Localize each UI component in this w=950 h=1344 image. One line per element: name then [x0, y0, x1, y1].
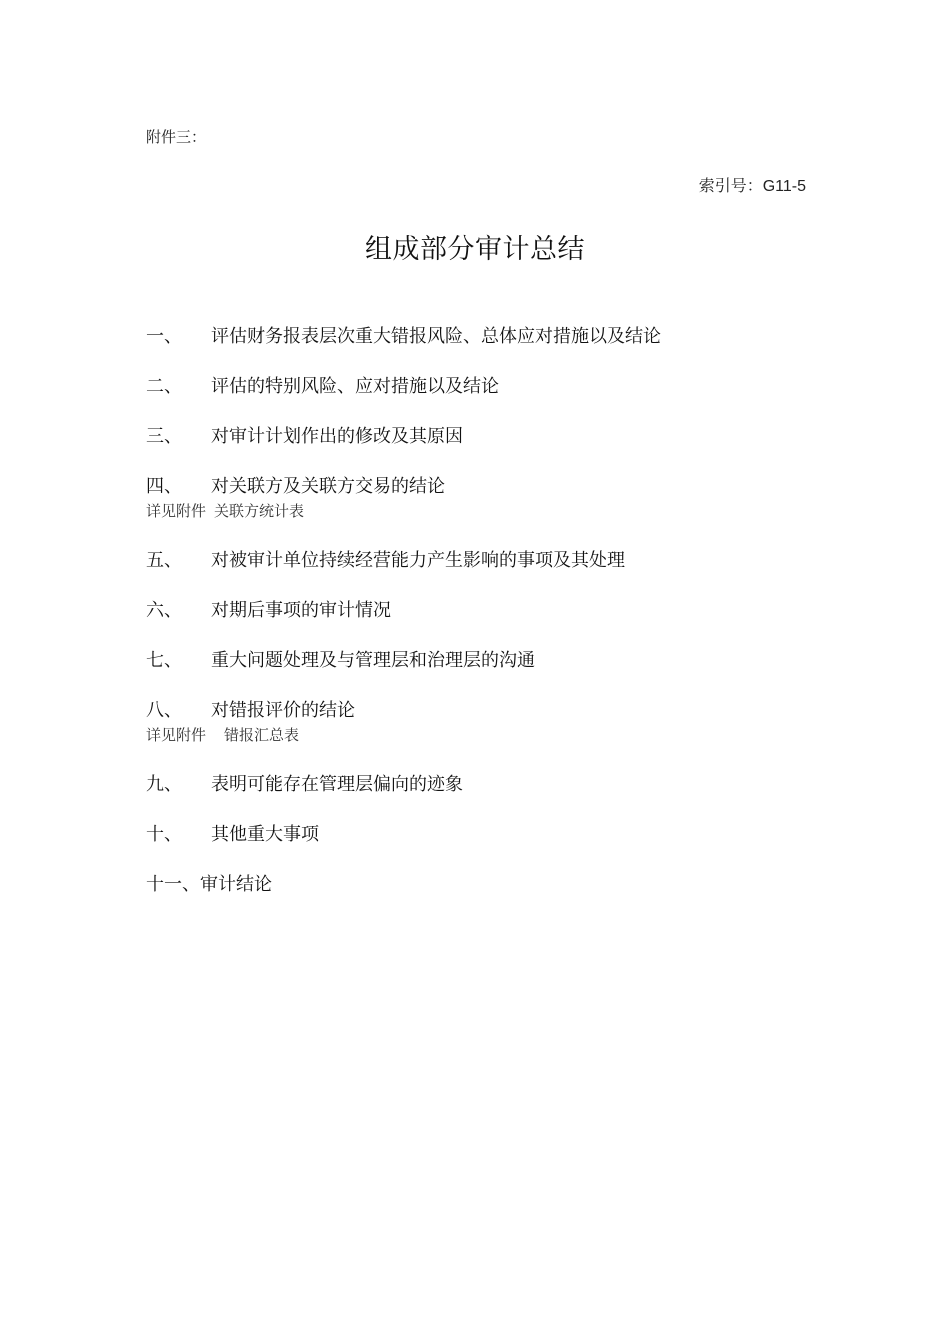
- section-heading: 评估财务报表层次重大错报风险、总体应对措施以及结论: [211, 326, 661, 347]
- section-number: 七、: [146, 650, 182, 671]
- attachment-label: 附件三：: [146, 128, 207, 146]
- section-2: [146, 375, 499, 399]
- page-title: 组成部分审计总结: [365, 234, 585, 265]
- section-heading: 对关联方及关联方交易的结论: [211, 476, 445, 497]
- section-4: [146, 475, 445, 499]
- section-number: 九、: [146, 774, 182, 795]
- note-target: 关联方统计表: [214, 502, 305, 520]
- section-heading: 对错报评价的结论: [211, 700, 355, 721]
- section-5: [146, 549, 625, 573]
- section-heading: 表明可能存在管理层偏向的迹象: [211, 774, 463, 795]
- section-heading: 评估的特别风险、应对措施以及结论: [211, 376, 499, 397]
- section-3: [146, 425, 463, 449]
- index-label: 索引号：: [698, 176, 763, 195]
- section-number: 四、: [146, 476, 182, 497]
- section-number: 五、: [146, 550, 182, 571]
- section-number: 三、: [146, 426, 182, 447]
- section-number: 六、: [146, 600, 182, 621]
- index-number: [699, 176, 806, 197]
- section-number: 二、: [146, 376, 182, 397]
- note-prefix: 详见附件: [146, 726, 207, 744]
- note-prefix: 详见附件: [146, 502, 207, 520]
- section-6: [146, 599, 391, 623]
- section-heading: 对审计计划作出的修改及其原因: [211, 426, 463, 447]
- section-7: [146, 649, 535, 673]
- section-number: 八、: [146, 700, 182, 721]
- note-target: 错报汇总表: [224, 726, 300, 744]
- section-10: [146, 823, 319, 847]
- section-heading: 审计结论: [200, 874, 272, 895]
- section-11: [146, 873, 272, 897]
- section-8: [146, 699, 355, 723]
- section-number: 十一、: [146, 874, 200, 895]
- section-heading: 对期后事项的审计情况: [211, 600, 391, 621]
- section-heading: 其他重大事项: [211, 824, 319, 845]
- section-heading: 对被审计单位持续经营能力产生影响的事项及其处理: [211, 550, 625, 571]
- section-9: [146, 773, 463, 797]
- section-number: 十、: [146, 824, 182, 845]
- section-number: 一、: [146, 326, 182, 347]
- related-party-note: [146, 501, 304, 521]
- section-heading: 重大问题处理及与管理层和治理层的沟通: [211, 650, 535, 671]
- section-1: [146, 325, 661, 349]
- misstatement-note: [146, 725, 299, 745]
- index-code: G11-5: [762, 178, 806, 195]
